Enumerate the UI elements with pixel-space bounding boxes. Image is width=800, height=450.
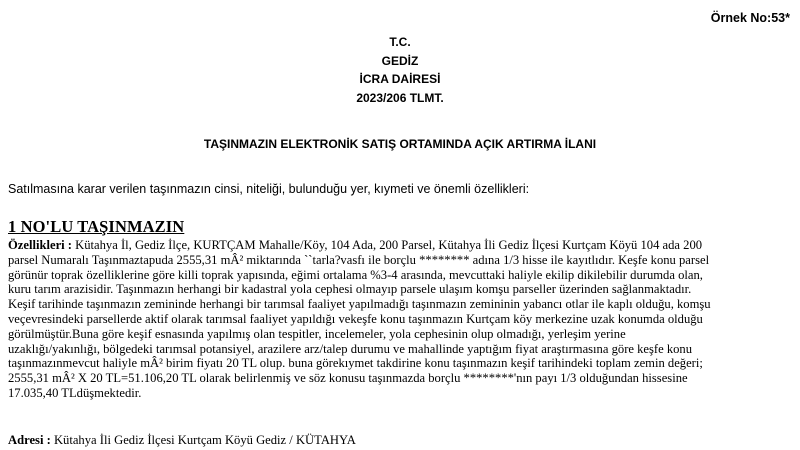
address-label: Adresi : bbox=[8, 433, 51, 447]
features-line-5: Keşif tarihinde taşınmazın zemininde herhangi bir tarımsal faaliyet yapılmadığı taşınmazın zemininin yabancı otlar ile kaplı olduğu, komşu bbox=[8, 297, 711, 312]
property-heading: 1 NO'LU TAŞINMAZIN bbox=[8, 217, 185, 236]
features-line-4: kuru tarım arazisidir. Taşınmazın herhangi bir kadastral yola cephesi olmayıp parsele ulaşım komşu parseller üzerinden sağlanmaktadır. bbox=[8, 282, 692, 297]
announcement-title: TAŞINMAZIN ELEKTRONİK SATIŞ ORTAMINDA AÇIK ARTIRMA İLANI bbox=[203, 137, 597, 151]
features-text: Kütahya İl, Gediz İlçe, KURTÇAM Mahalle/Köy, 104 Ada, 200 Parsel, Kütahya İli Gediz İlçesi Kurtçam Köyü 104 ada 200 bbox=[72, 238, 703, 252]
header-file-number: 2023/206 TLMT. bbox=[356, 90, 444, 105]
features-line-3: görünür toprak özelliklerine göre killi toprak yapısında, eğimi ortalama %3-4 arasında, mevcuttaki haliyle ekilip dikilebilir durumda olan, bbox=[8, 267, 703, 282]
property-address bbox=[8, 433, 356, 448]
features-line-11: 17.035,40 TLdüşmektedir. bbox=[8, 385, 142, 400]
address-value: Kütahya İli Gediz İlçesi Kurtçam Köyü Gediz / KÜTAHYA bbox=[50, 433, 356, 447]
features-line-10: 2555,31 mÂ² X 20 TL=51.106,20 TL olarak belirlenmiş ve söz konusu taşınmazda borçlu ********'nın payı 1/3 olduğundan hissesine bbox=[8, 371, 688, 386]
example-number: Örnek No:53* bbox=[710, 11, 790, 25]
features-line-9: taşınmazınmevcut haliyle mÂ² birim fiyatı 20 TL olup. buna görekıymet takdirine konu taşınmazın keşif tarihindeki toplam zemin değeri; bbox=[8, 356, 703, 371]
features-line-2: parsel Numaralı Taşınmaztapuda 2555,31 mÂ² miktarında ``tarla?vasfı ile borçlu ******** adına 1/3 hisse ile kayıtlıdır. Keşfe konu parsel bbox=[8, 252, 710, 267]
header-office: İCRA DAİRESİ bbox=[359, 72, 441, 86]
property-features bbox=[8, 238, 790, 401]
header-district: GEDİZ bbox=[381, 53, 419, 68]
features-line-1 bbox=[8, 238, 790, 253]
intro-text: Satılmasına karar verilen taşınmazın cinsi, niteliği, bulunduğu yer, kıymeti ve önemli özellikleri: bbox=[8, 182, 530, 196]
features-line-8: uzaklığı/yakınlığı, bölgedeki tarımsal potansiyel, arazilere arz/talep durumu ve mahallinde yaptığım fiyat araştırmasına göre keşfe konu bbox=[8, 341, 693, 356]
court-header bbox=[0, 33, 800, 107]
features-label: Özellikleri : bbox=[8, 238, 72, 252]
header-country: T.C. bbox=[389, 35, 411, 49]
features-line-6: veçevresindeki parsellerde aktif olarak tarımsal faaliyet yapıldığı vekeşfe konu taşınmazın Kurtçam köy merkezine uzak konumda olduğu bbox=[8, 311, 703, 326]
features-line-7: görülmüştür.Buna göre keşif esnasında yapılmış olan tespitler, incelemeler, yola cephesinin olup olmadığı, yerleşim yerine bbox=[8, 326, 626, 341]
